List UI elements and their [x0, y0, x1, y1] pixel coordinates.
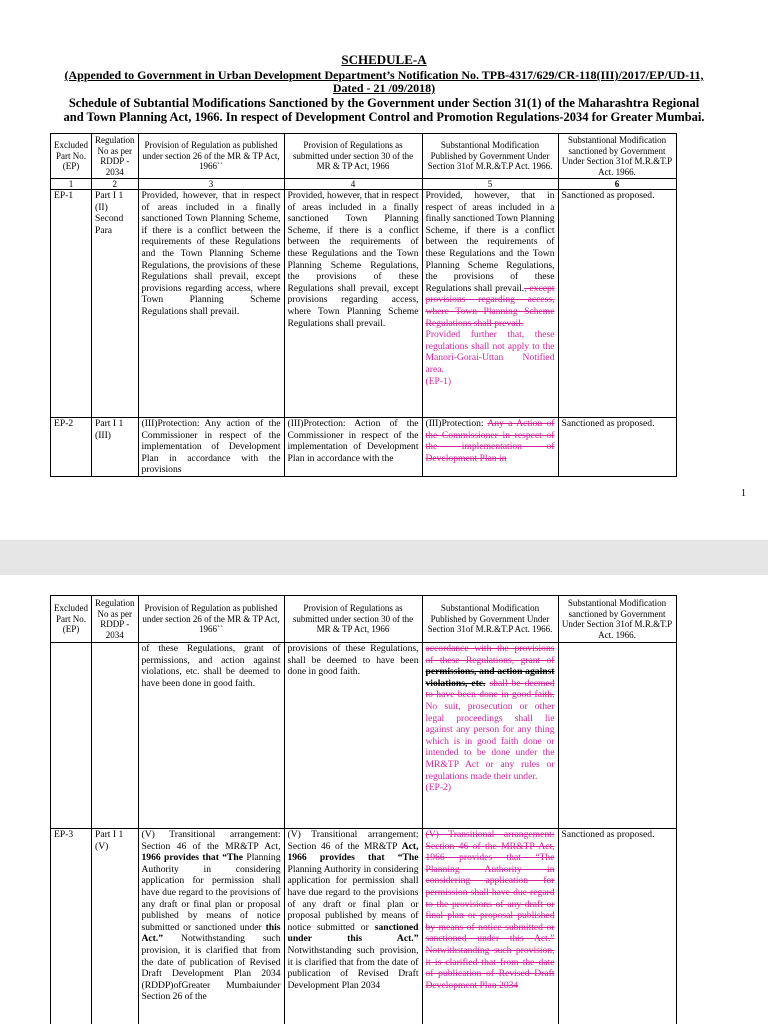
col-header-regulation: Regulation No as per RDDP - 2034 [92, 134, 139, 179]
ep-tag: (EP-2) [425, 782, 452, 794]
published-modification [422, 829, 558, 1024]
added-text: No suit, prosecution or other legal proceedings shall lie against any person for any thing which is in good faith done or intended to be done under the MR&TP Act or any rules or regulations made their under. [425, 700, 555, 782]
col-header-ep: Excluded Part No. (EP) [51, 134, 92, 179]
provision-sec30: Provided, however, that in respect of areas included in a finally sanctioned Town Planning Scheme, if there is a conflict between the requirements of these Regulations and the Town Planning Scheme Regulations, the provisions of these Regulations shall prevail, except provisions regarding access, where Town Planning Scheme Regulations shall prevail. [284, 190, 422, 418]
table-row-ep2-continued [51, 643, 677, 829]
regulation-number: Part I 1 (II) Second Para [92, 190, 139, 418]
sanction-status: Sanctioned as proposed. [558, 190, 676, 418]
provision-sec26: (III)Protection: Any action of the Commissioner in respect of the implementation of Development Plan in accordance with the provisions [138, 418, 284, 477]
col-header-published: Substantional Modification Published by Government Under Section 31of M.R.&T.P Act. 1966. [422, 134, 558, 179]
col-header-regulation: Regulation No as per RDDP - 2034 [92, 596, 139, 643]
schedule-title: SCHEDULE-A [341, 52, 427, 67]
deleted-text: accordance with the provisions of these Regulations, grant of [425, 643, 555, 666]
table-row-ep1 [51, 190, 677, 418]
added-text: Provided further that, these regulations shall not apply to the Manori-Gorai-Uttan Notified area. [425, 329, 555, 375]
deleted-text: , except provisions regarding access, where Town Planning Scheme Regulations shall prevail. [425, 282, 555, 329]
notification-date: Dated - 21 /09/2018) [332, 81, 436, 95]
page-number: 1 [741, 488, 746, 499]
col-header-published: Substantional Modification Published by Government Under Section 31of M.R.&T.P Act. 1966. [422, 596, 558, 643]
deleted-text: permissions, and action against violations, etc. [425, 666, 555, 689]
col-header-ep: Excluded Part No. (EP) [51, 596, 92, 643]
col-header-sanctioned: Substantional Modification sanctioned by Government Under Section 31of M.R.&T.P Act. 1966. [558, 134, 676, 179]
page-2 [0, 575, 768, 1024]
col-header-sec30: Provision of Regulations as submitted under section 30 of the MR & TP Act, 1966 [284, 596, 422, 643]
deleted-text: shall be deemed to have been done in good faith. [425, 677, 555, 701]
col-header-sanctioned: Substantional Modification sanctioned by Government Under Section 31of M.R.&T.P Act. 1966. [558, 596, 676, 643]
col-header-sec26: Provision of Regulation as published under section 26 of the MR & TP Act, 1966`` [138, 596, 284, 643]
schedule-description: Schedule of Subtantial Modifications Sanctioned by the Government under Section 31(1) of the Maharashtra Regional and Town Planning Act, 1966. In respect of Development Control and Promotion Regulations-2034 for Greater Mumbai. [63, 96, 705, 124]
regulation-number: Part I 1 (III) [92, 418, 139, 477]
ep-tag: (EP-1) [425, 375, 452, 387]
ep-number: EP-1 [51, 190, 92, 418]
provision-sec26: of these Regulations, grant of permissions, and action against violations, etc. shall be deemed to have been done in good faith. [138, 643, 284, 829]
published-modification: (III)Protection: Any a Action of the Commissioner in respect of the implementation of Development Plan in [422, 418, 558, 477]
page-gap [0, 540, 768, 575]
deleted-text: (V) Transitional arrangement: Section 46 of the MR&TP Act, 1966 provides that “The Planning Authority in considering application for permission shall have due regard to the provisions of any draft or final plan or proposal published by means of notice submitted or sanctioned under this Act.” Notwithstanding such provision, it is clarified that from the date of publication of Revised Draft Development Plan 2034 [425, 829, 555, 991]
col-header-sec26: Provision of Regulation as published under section 26 of the MR & TP Act, 1966`` [138, 134, 284, 179]
provision-sec30: (III)Protection: Action of the Commissioner in respect of the implementation of Development Plan in accordance with the [284, 418, 422, 477]
sanction-status: Sanctioned as proposed. [558, 418, 676, 477]
column-number-row: 1 2 3 4 5 6 [51, 179, 677, 190]
deleted-text: Any a Action of the Commissioner in respect of the implementation of Development Plan in [425, 418, 555, 464]
provision-sec26: (V) Transitional arrangement: Section 46 of the MR&TP Act, 1966 provides that “The Planning Authority in considering application for permission shall have due regard to the provisions of any draft or final plan or proposal published by means of notice submitted or sanctioned under this Act.” Notwithstanding such provision, it is clarified that from the date of publication of Revised Draft Development Plan 2034 (RDDP)ofGreater Mumbaiunder Section 26 of the [138, 829, 284, 1024]
schedule-table-page1 [50, 133, 677, 477]
published-modification: Provided, however, that in respect of areas included in a finally sanctioned Town Planning Scheme, if there is a conflict between the requirements of these Regulations and the Town Planning Scheme Regulations, the provisions of these Regulations shall prevail., except provisions regarding access, where Town Planning Scheme Regulations shall prevail. Provided further that, these regulations shall not apply to the Manori-Gorai-Uttan Notified area. (EP-1) [422, 190, 558, 418]
schedule-table-page2 [50, 595, 677, 1024]
provision-sec26: Provided, however, that in respect of areas included in a finally sanctioned Town Planning Scheme, if there is a conflict between the requirements of these Regulations and the Town Planning Scheme Regulations, the provisions of these Regulations shall prevail, except provisions regarding access, where Town Planning Scheme Regulations shall prevail. [138, 190, 284, 418]
table-header-row [51, 134, 677, 179]
published-modification [422, 643, 558, 829]
regulation-number: Part I 1 (V) [92, 829, 139, 1024]
provision-sec30: (V) Transitional arrangement: Section 46 of the MR&TP Act, 1966 provides that “The Planning Authority in considering application for permission shall have due regard to the provisions of any draft or final plan or proposal published by means of notice submitted or sanctioned under this Act.” Notwithstanding such provision, it is clarified that from the date of publication of Revised Draft Development Plan 2034 [284, 829, 422, 1024]
table-row-ep2 [51, 418, 677, 477]
provision-sec30: provisions of these Regulations, shall be deemed to have been done in good faith. [284, 643, 422, 829]
table-row-ep3 [51, 829, 677, 1024]
table-header-row [51, 596, 677, 643]
sanction-status: Sanctioned as proposed. [558, 829, 676, 1024]
ep-number: EP-3 [51, 829, 92, 1024]
ep-number: EP-2 [51, 418, 92, 477]
notification-reference: (Appended to Government in Urban Development Department’s Notification No. TPB-4317/629/CR-118(III)/2017/EP/UD-11, [64, 68, 704, 82]
col-header-sec30: Provision of Regulations as submitted under section 30 of the MR & TP Act, 1966 [284, 134, 422, 179]
